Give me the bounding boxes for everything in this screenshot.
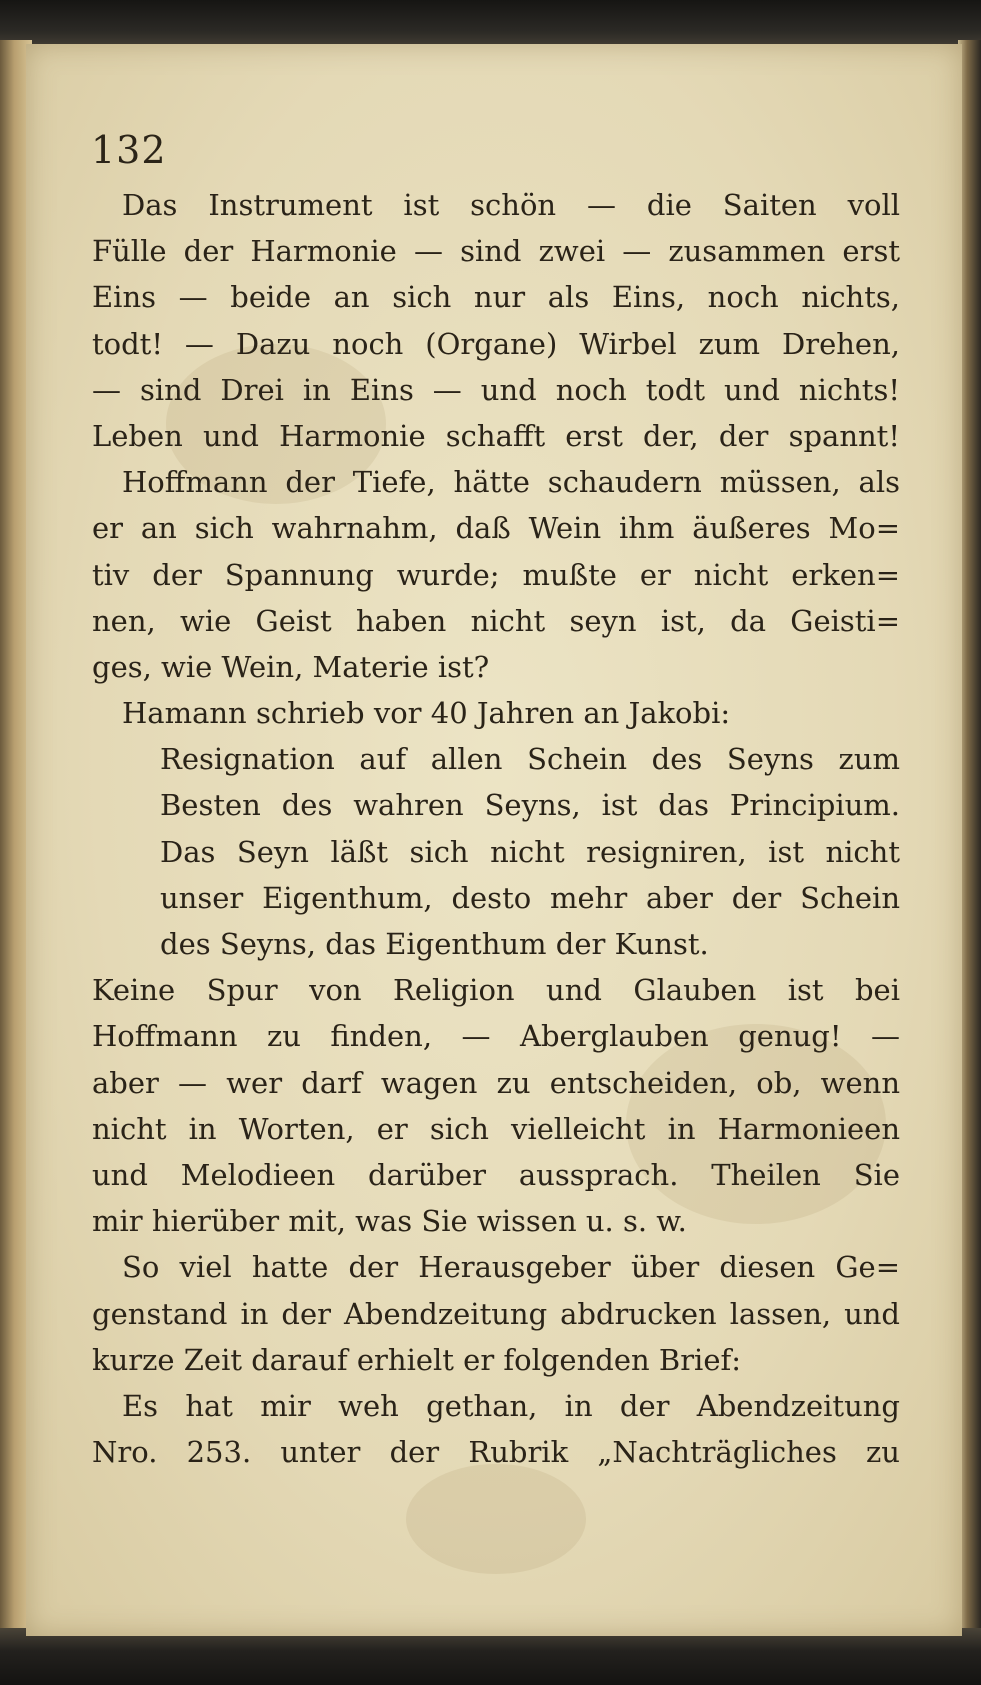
text-line: Keine Spur von Religion und Glauben ist bei xyxy=(92,973,900,1008)
paper-stain xyxy=(406,1464,586,1574)
text-line: Eins — beide an sich nur als Eins, noch nichts, xyxy=(92,280,900,315)
text-line: Das Instrument ist schön — die Saiten voll xyxy=(122,188,900,222)
text-line: — sind Drei in Eins — und noch todt und nichts! xyxy=(92,372,900,407)
text-line: todt! — Dazu noch (Organe) Wirbel zum Drehen, xyxy=(92,326,900,361)
text-line: aber — wer darf wagen zu entscheiden, ob, wenn xyxy=(92,1065,900,1100)
text-line: tiv der Spannung wurde; mußte er nicht erken= xyxy=(92,557,900,592)
quote-line: Besten des wahren Seyns, ist das Principium. xyxy=(160,788,900,823)
text-line: Hamann schrieb vor 40 Jahren an Jakobi: xyxy=(122,696,731,731)
text-line: Hoffmann der Tiefe, hätte schaudern müssen, als xyxy=(122,465,900,500)
body-text xyxy=(92,182,900,1475)
text-line: ges, wie Wein, Materie ist? xyxy=(92,649,490,684)
text-line: Nro. 253. unter der Rubrik „Nachträgliches zu xyxy=(92,1435,900,1470)
text-line: Leben und Harmonie schafft erst der, der spannt! xyxy=(92,418,900,453)
bottom-binding-edge xyxy=(0,1628,981,1685)
text-line: nicht in Worten, er sich vielleicht in Harmonieen xyxy=(92,1111,900,1146)
text-line: Fülle der Harmonie — sind zwei — zusammen erst xyxy=(92,234,900,269)
text-line: Es hat mir weh gethan, in der Abendzeitung xyxy=(122,1388,900,1423)
text-line: genstand in der Abendzeitung abdrucken lassen, und xyxy=(92,1296,900,1331)
text-line: nen, wie Geist haben nicht seyn ist, da Geisti= xyxy=(92,603,900,638)
text-line: mir hierüber mit, was Sie wissen u. s. w. xyxy=(92,1204,687,1239)
quote-line: Resignation auf allen Schein des Seyns zum xyxy=(160,742,900,777)
quote-line: Das Seyn läßt sich nicht resigniren, ist nicht xyxy=(160,834,900,869)
text-line: So viel hatte der Herausgeber über diesen Ge= xyxy=(122,1250,900,1285)
quote-line: des Seyns, das Eigenthum der Kunst. xyxy=(160,927,709,961)
text-line: er an sich wahrnahm, daß Wein ihm äußeres Mo= xyxy=(92,511,900,546)
quote-line: unser Eigenthum, desto mehr aber der Schein xyxy=(160,880,900,915)
text-line: und Melodieen darüber aussprach. Theilen Sie xyxy=(92,1157,900,1192)
text-line: Hoffmann zu finden, — Aberglauben genug! — xyxy=(92,1019,900,1054)
text-line: kurze Zeit darauf erhielt er folgenden Brief: xyxy=(92,1342,742,1377)
page-number: 132 xyxy=(91,128,167,172)
